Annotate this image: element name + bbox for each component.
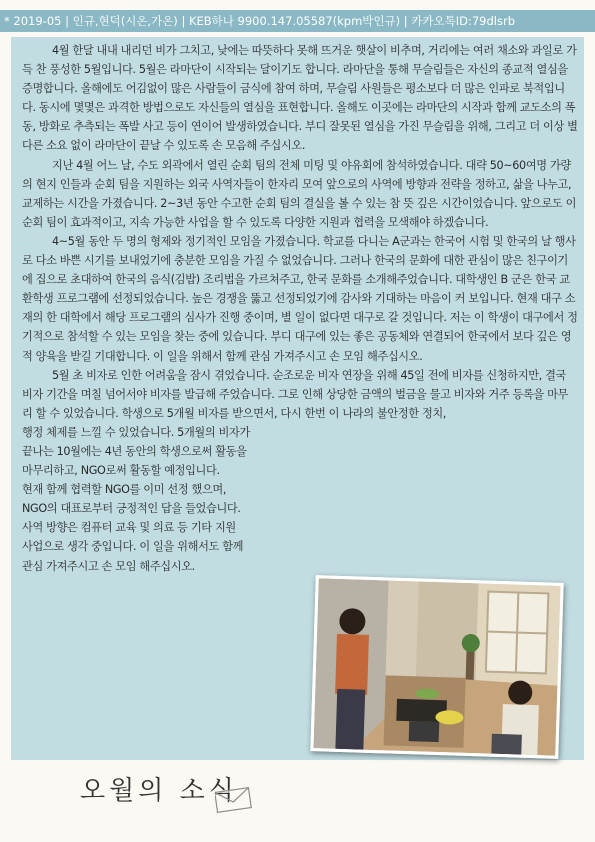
side-line: 끝나는 10월에는 4년 동안의 학생으로써 활동을 (22, 444, 247, 458)
side-line: 행정 체제를 느낄 수 있었습니다. 5개월의 비자가 (22, 425, 250, 439)
header-text: * 2019-05 | 인규,현덕(시온,가온) | KEB하나 9900.147.05587(kpm박인규) | 카카오톡ID:79dlsrb (4, 14, 516, 28)
newsletter-body (22, 41, 578, 576)
paragraph-students: 4~5월 동안 두 명의 형제와 정기적인 모임을 가졌습니다. 학교를 다니는 A군과는 한국어 시험 및 한국의 날 행사로 다소 바쁜 시기를 보내었기에 충분한 모임을 가질 수 없었습니다. 그러나 한국의 문화에 대한 관심이 많은 친구이기에 집으로 초대하여 한국의 음식(김밥) 조리법을 가르쳐주고, 한국 문화를 소개해주었습니다. 대학생인 B 군은 한국 교환학생 프로그램에 선정되었습니다. 높은 경쟁을 뚫고 선정되었기에 감사와 기대하는 마음이 커 보입니다. 현재 대구 소재의 한 대학에서 해당 프로그램의 심사가 진행 중이며, 별 일이 없다면 대구로 갈 것입니다. 저는 이 학생이 대구에서 정기적으로 참석할 수 있는 모임을 찾는 중에 있습니다. 부디 대구에 있는 좋은 공동체와 연결되어 한국에서 보다 깊은 영적 양육을 받길 기대합니다. 이 일을 위해서 함께 관심 가져주시고 손 모임 해주십시오. (22, 234, 578, 363)
footer-title: 오월의 소식 (80, 776, 238, 806)
side-line: 사업으로 생각 중입니다. 이 일을 위해서도 함께 (22, 540, 244, 554)
side-line: 현재 함께 협력할 NGO를 이미 선정 했으며, (22, 483, 227, 497)
envelope-icon (215, 786, 253, 814)
side-line: 마무리하고, NGO로써 활동할 예정입니다. (22, 464, 220, 478)
side-line: 관심 가져주시고 손 모임 해주십시오. (22, 559, 195, 573)
paragraph-ramadan: 4월 한달 내내 내리던 비가 그치고, 낮에는 따뜻하다 못해 뜨거운 햇살이 비추며, 거리에는 여러 채소와 과일로 가득 찬 풍성한 5월입니다. 5월은 라마단이 시작되는 달이기도 합니다. 라마단을 통해 무슬림들은 자신의 종교적 열심을 증명합니다. 올해에도 어김없이 많은 사람들이 금식에 참여 하며, 무슬림 사원들은 평소보다 더 많은 인파로 북적입니다. 동시에 몇몇은 과격한 방법으로도 자신들의 열심을 표현합니다. 올해도 이곳에는 라마단의 시작과 함께 교도소의 폭동, 방화로 추측되는 폭발 사고 등이 연이어 발생하였습니다. 부디 잘못된 열심을 가진 무슬림을 위해, 그리고 더 이상 별다른 소요 없이 라마단이 끝날 수 있도록 손 모음해 주십시오. (22, 44, 578, 153)
kitchen-cooking-photo (310, 575, 563, 759)
paragraph-visa: 5월 초 비자로 인한 어려움을 잠시 겪었습니다. 순조로운 비자 연장을 위해 45일 전에 비자를 신청하지만, 결국 비자 기간을 며칠 넘어서야 비자를 발급해 주었습니다. 그로 인해 상당한 금액의 벌금을 물고 비자와 거주 등록을 마무리 할 수 있었습니다. 학생으로 5개월 비자를 받으면서, 다시 한번 이 나라의 불안정한 정치, (22, 368, 568, 420)
side-text (22, 423, 578, 576)
paragraph-team-meeting: 지난 4월 어느 날, 수도 외곽에서 열린 순회 팀의 전체 미팅 및 야유회에 참석하였습니다. 대략 50~60여명 가량의 현지 인들과 순회 팀을 지원하는 외국 사역자들이 한자리 모여 앞으로의 사역에 방향과 전략을 정하고, 삶을 나누고, 교제하는 시간을 가졌습니다. 2~3년 동안 수고한 순회 팀의 결실을 볼 수 있는 참 뜻 깊은 시간이었습니다. 앞으로도 이 순회 팀이 효과적이고, 지속 가능한 사업을 할 수 있도록 다양한 지원과 협력을 모색해야 하겠습니다. (22, 158, 577, 229)
header-bar (0, 10, 595, 32)
side-line: NGO의 대표로부터 긍정적인 답을 들었습니다. (22, 502, 241, 516)
side-line: 사역 방향은 컴퓨터 교육 및 의료 등 기타 지원 (22, 521, 236, 535)
